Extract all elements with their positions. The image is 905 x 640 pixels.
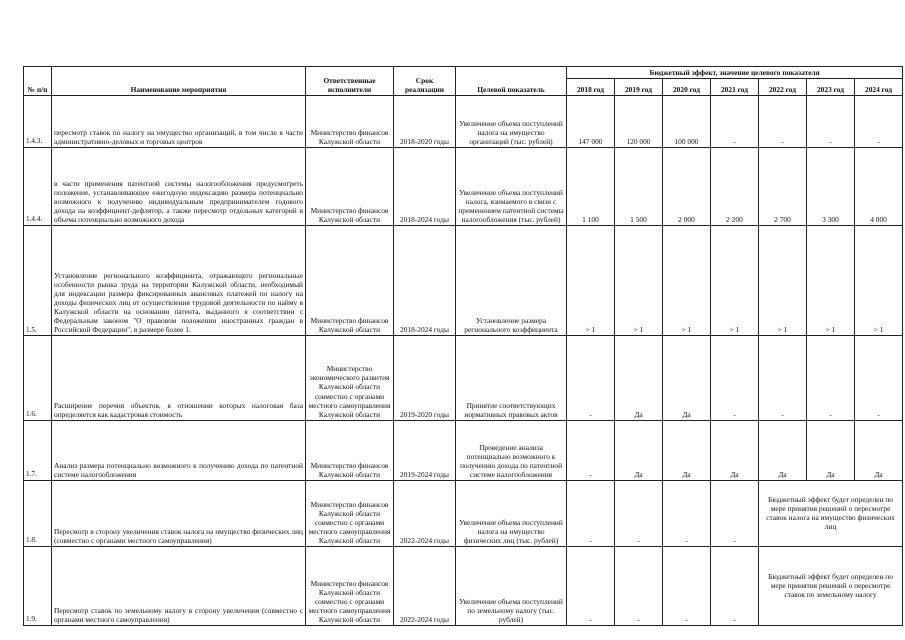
header-responsible: Ответственные исполнители xyxy=(306,67,394,96)
budget-effect-note: Бюджетный эффект будет определен по мере принятия решений о пересмотре ставок налога на имущество физических лиц xyxy=(759,480,903,546)
table-row xyxy=(24,480,903,546)
value-2018: 147 000 xyxy=(567,96,615,148)
value-2019: - xyxy=(615,546,663,625)
value-2022: Да xyxy=(759,420,807,480)
measure-name: Установление регионального коэффициента, отражающего региональные особенности рынка труда на территории Калужской области, необходимый для индексации размера фиксированных авансовых платежей по налогу на доходы физических лиц от осуществления трудовой деятельности по найму в Калужской области на основании патента, выданного в соответствии с Федеральным законом "О правовом положении иностранных граждан в Российской Федерации", в размере более 1. xyxy=(52,226,306,336)
measure-name: в части применения патентной системы налогообложения предусмотреть положение, устанавливающее ежегодную индексацию размера потенциально возможного к получению индивидуальным предпринимателем годового дохода на коэффициент-дефлятор, а также пересмотр отдельных категорий в объема потенциально возможного дохода xyxy=(52,148,306,226)
value-2019: - xyxy=(615,480,663,546)
header-year: 2018 год xyxy=(567,79,615,96)
table-row xyxy=(24,148,903,226)
value-2018: - xyxy=(567,420,615,480)
value-2023: - xyxy=(807,336,855,420)
value-2023: 3 300 xyxy=(807,148,855,226)
row-number: 1.6. xyxy=(24,336,52,420)
implementation-term: 2018-2024 годы xyxy=(394,148,456,226)
header-year: 2022 год xyxy=(759,79,807,96)
value-2022: - xyxy=(759,336,807,420)
value-2018: - xyxy=(567,480,615,546)
responsible-executor: Министерство финансов Калужской области xyxy=(306,226,394,336)
implementation-term: 2022-2024 годы xyxy=(394,546,456,625)
value-2020: - xyxy=(663,480,711,546)
measures-table xyxy=(23,66,903,626)
value-2019: > 1 xyxy=(615,226,663,336)
value-2022: 2 700 xyxy=(759,148,807,226)
target-indicator: Увеличение объема поступлений по земельному налогу (тыс. рублей) xyxy=(456,546,567,625)
target-indicator: Принятие соответствующих нормативных правовых актов xyxy=(456,336,567,420)
value-2020: > 1 xyxy=(663,226,711,336)
value-2019: 1 500 xyxy=(615,148,663,226)
value-2019: Да xyxy=(615,420,663,480)
value-2020: - xyxy=(663,546,711,625)
row-number: 1.7. xyxy=(24,420,52,480)
value-2019: 120 000 xyxy=(615,96,663,148)
measure-name: Расширение перечня объектов, в отношении которых налоговая база определяется как кадастровая стоимость xyxy=(52,336,306,420)
target-indicator: Увеличение объема поступлений налога, взимаемого в связи с применением патентной системы налогообложения (тыс. рублей) xyxy=(456,148,567,226)
header-year: 2021 год xyxy=(711,79,759,96)
header-year: 2023 год xyxy=(807,79,855,96)
value-2022: - xyxy=(759,96,807,148)
measure-name: Анализ размера потенциально возможного к получению дохода по патентной системе налогообложения xyxy=(52,420,306,480)
row-number: 1.9. xyxy=(24,546,52,625)
measure-name: Пересмотр ставок по земельному налогу в сторону увеличения (совместно с органами местного самоуправления) xyxy=(52,546,306,625)
target-indicator: Проведение анализа потенциально возможного к получению дохода по патентной системе налогообложения xyxy=(456,420,567,480)
value-2018: - xyxy=(567,336,615,420)
table-row xyxy=(24,226,903,336)
row-number: 1.4.3. xyxy=(24,96,52,148)
implementation-term: 2018-2020 годы xyxy=(394,96,456,148)
value-2021: 2 200 xyxy=(711,148,759,226)
value-2021: - xyxy=(711,336,759,420)
value-2021: Да xyxy=(711,420,759,480)
value-2024: > 1 xyxy=(855,226,903,336)
measure-name: пересмотр ставок по налогу на имущество организаций, в том числе в части административно-деловых и торговых центров xyxy=(52,96,306,148)
value-2019: Да xyxy=(615,336,663,420)
target-indicator: Увеличение объема поступлений налога на имущество организаций (тыс. рублей) xyxy=(456,96,567,148)
value-2024: 4 000 xyxy=(855,148,903,226)
value-2020: Да xyxy=(663,336,711,420)
implementation-term: 2019-2024 годы xyxy=(394,420,456,480)
header-year: 2024 год xyxy=(855,79,903,96)
header-term: Срок реализации xyxy=(394,67,456,96)
value-2018: 1 100 xyxy=(567,148,615,226)
responsible-executor: Министерство экономического развития Калужской области совместно с органами местного самоуправления Калужской области xyxy=(306,336,394,420)
implementation-term: 2019-2020 годы xyxy=(394,336,456,420)
budget-effect-note: Бюджетный эффект будет определен по мере принятия решений о пересмотре ставок по земельному налогу xyxy=(759,546,903,625)
value-2020: 100 000 xyxy=(663,96,711,148)
responsible-executor: Министерство финансов Калужской области xyxy=(306,420,394,480)
measure-name: Пересмотр в сторону увеличения ставок налога на имущество физических лиц (совместно с органами местного самоуправления) xyxy=(52,480,306,546)
header-budget-effect: Бюджетный эффект, значение целевого показателя xyxy=(567,67,903,79)
header-name: Наименование мероприятия xyxy=(52,67,306,96)
header-year: 2020 год xyxy=(663,79,711,96)
value-2024: - xyxy=(855,336,903,420)
table-row xyxy=(24,546,903,625)
implementation-term: 2018-2024 годы xyxy=(394,226,456,336)
value-2018: > 1 xyxy=(567,226,615,336)
row-number: 1.8. xyxy=(24,480,52,546)
responsible-executor: Министерство финансов Калужской области xyxy=(306,96,394,148)
header-num: № п/п xyxy=(24,67,52,96)
table-row xyxy=(24,336,903,420)
value-2021: - xyxy=(711,480,759,546)
row-number: 1.5. xyxy=(24,226,52,336)
implementation-term: 2022-2024 годы xyxy=(394,480,456,546)
value-2022: > 1 xyxy=(759,226,807,336)
value-2020: 2 000 xyxy=(663,148,711,226)
value-2024: Да xyxy=(855,420,903,480)
responsible-executor: Министерство финансов Калужской области совместно с органами местного самоуправления Калужской области xyxy=(306,546,394,625)
value-2021: - xyxy=(711,546,759,625)
target-indicator: Увеличение объема поступлений налога на имущество физических лиц (тыс. рублей) xyxy=(456,480,567,546)
value-2024: - xyxy=(855,96,903,148)
target-indicator: Установление размера регионального коэффициента xyxy=(456,226,567,336)
value-2023: - xyxy=(807,96,855,148)
responsible-executor: Министерство финансов Калужской области совместно с органами местного самоуправления Калужской области xyxy=(306,480,394,546)
table-row xyxy=(24,96,903,148)
value-2021: - xyxy=(711,96,759,148)
value-2021: > 1 xyxy=(711,226,759,336)
header-indicator: Целевой показатель xyxy=(456,67,567,96)
table-row xyxy=(24,420,903,480)
value-2023: Да xyxy=(807,420,855,480)
responsible-executor: Министерство финансов Калужской области xyxy=(306,148,394,226)
value-2020: Да xyxy=(663,420,711,480)
value-2018: - xyxy=(567,546,615,625)
header-year: 2019 год xyxy=(615,79,663,96)
value-2023: > 1 xyxy=(807,226,855,336)
row-number: 1.4.4. xyxy=(24,148,52,226)
